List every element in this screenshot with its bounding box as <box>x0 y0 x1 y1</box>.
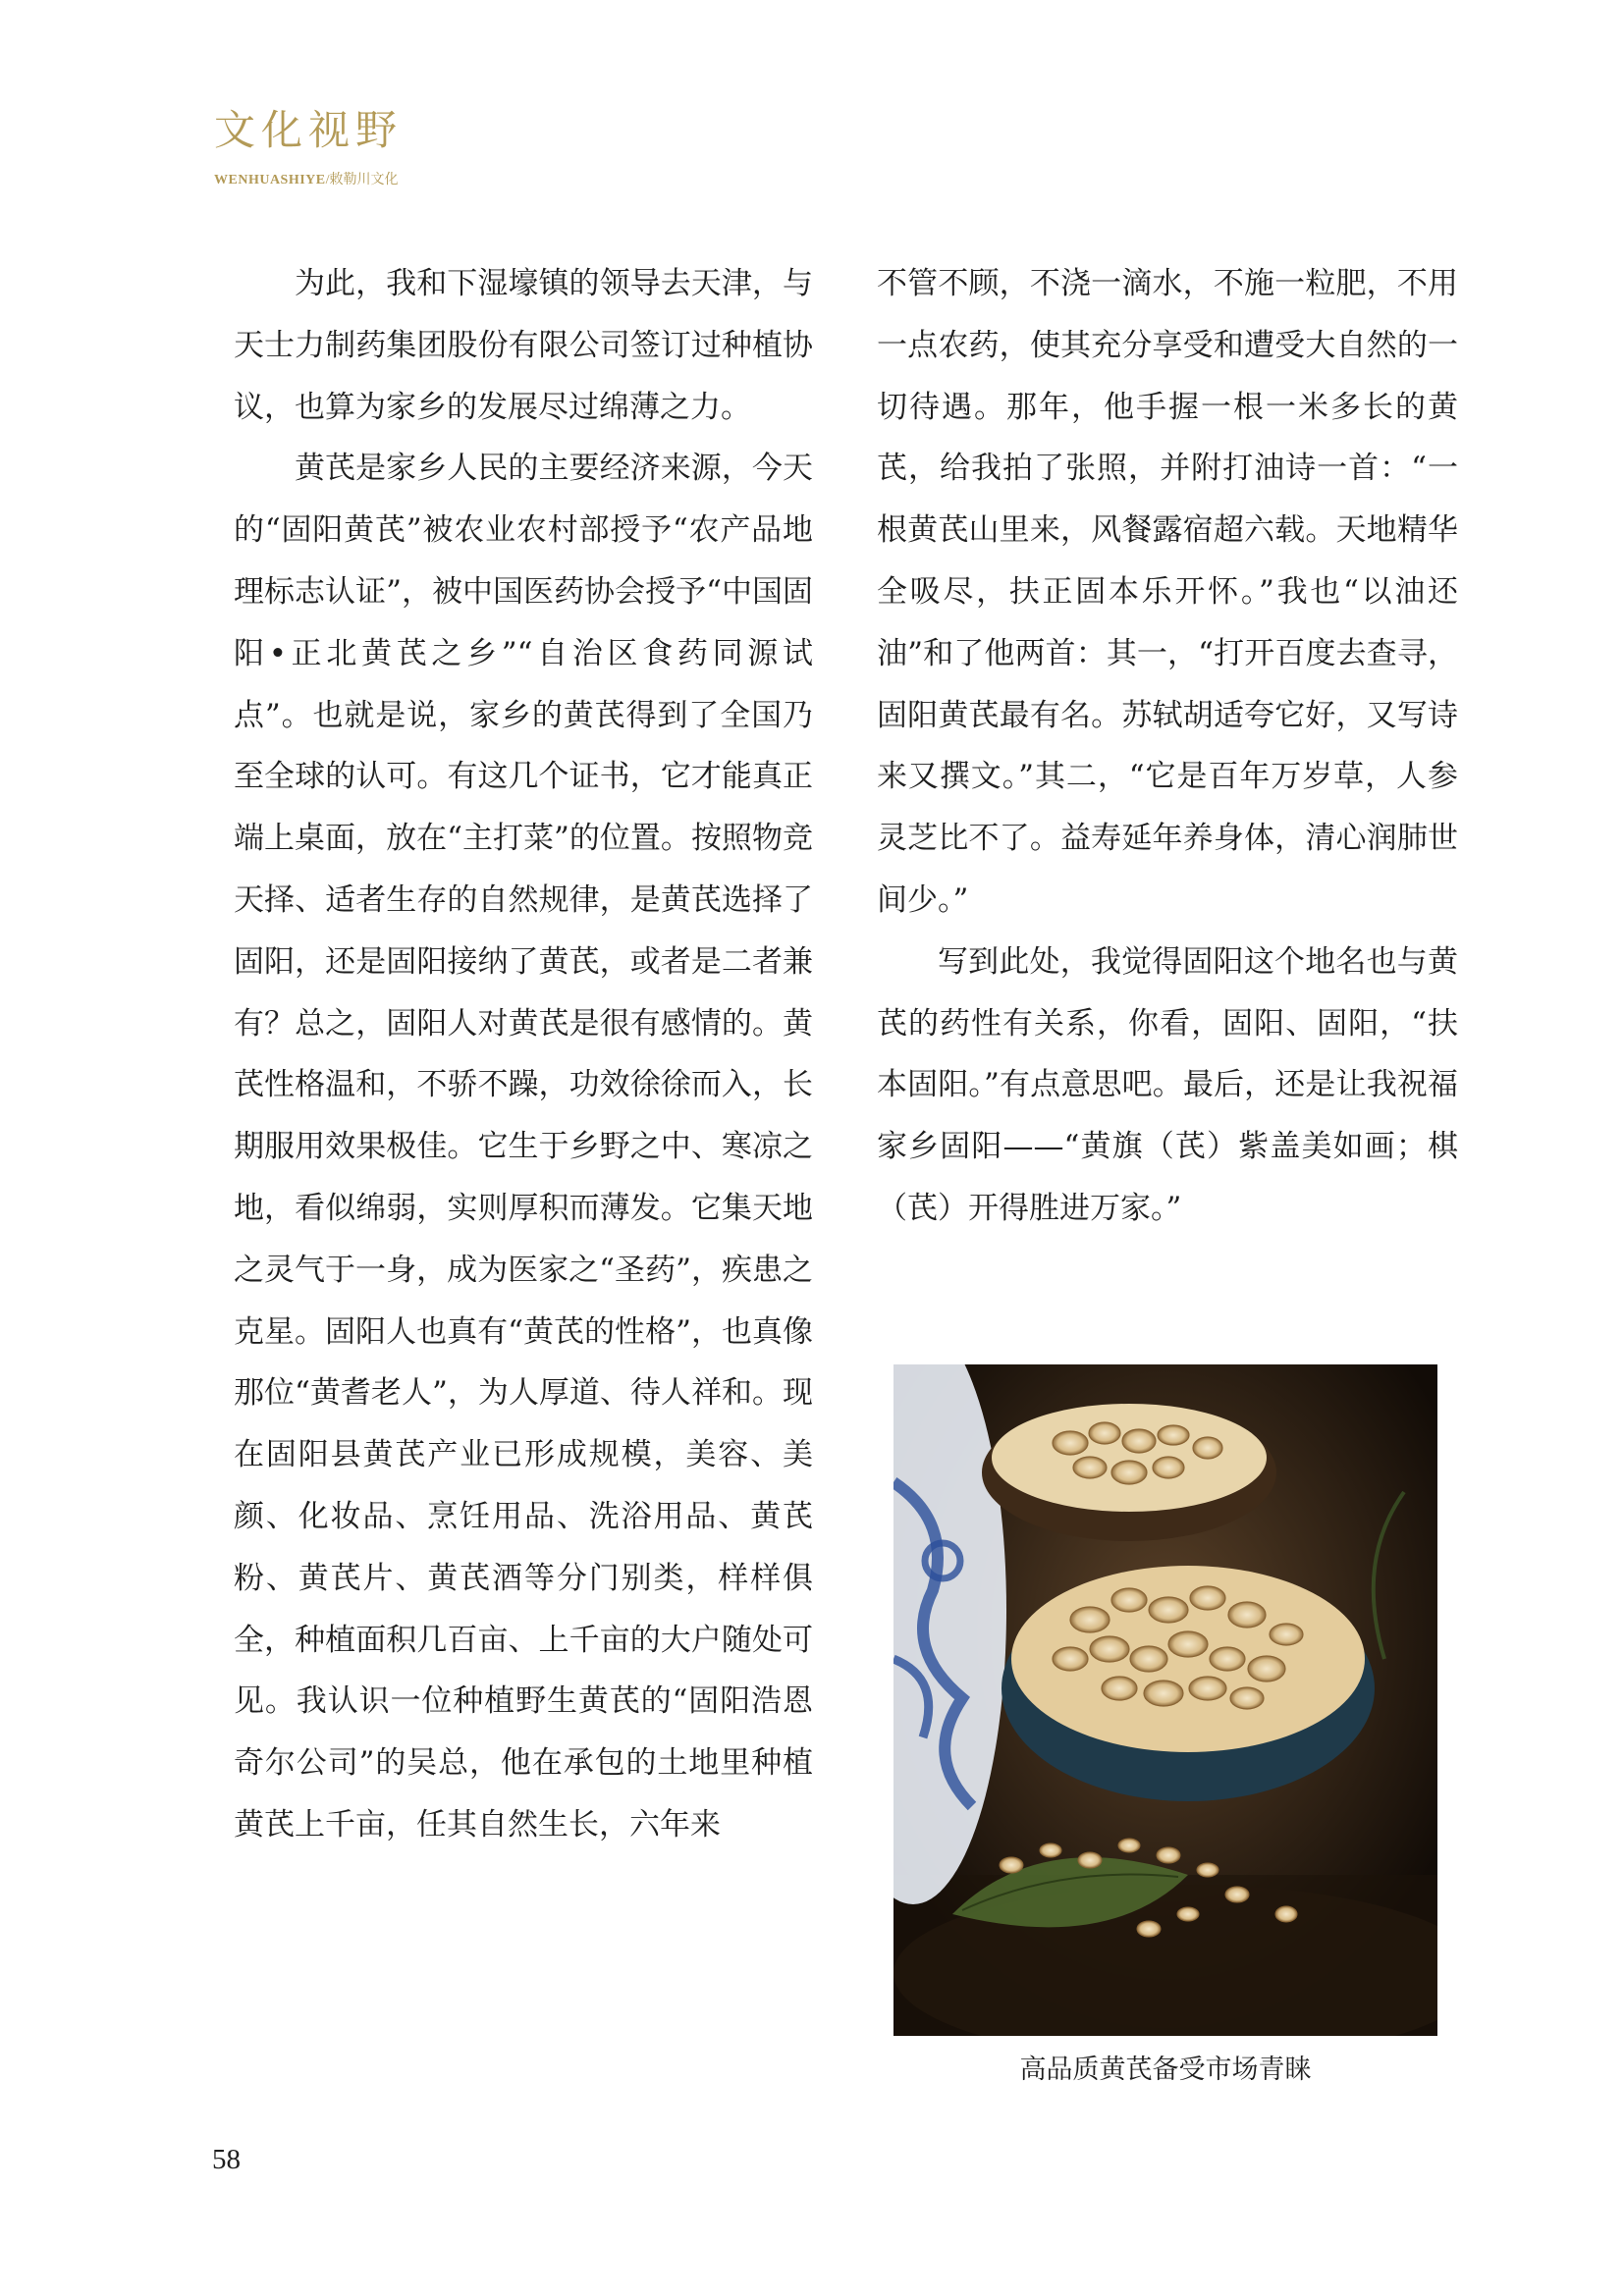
paragraph: 黄芪是家乡人民的主要经济来源，今天的“固阳黄芪”被农业农村部授予“农产品地理标志认证”，被中国医药协会授予“中国固阳•正北黄芪之乡”“自治区食药同源试点”。也就是说，家乡的黄芪得到了全国乃至全球的认可。有这几个证书，它才能真正端上桌面，放在“主打菜”的位置。按照物竞天择、适者生存的自然规律，是黄芪选择了固阳，还是固阳接纳了黄芪，或者是二者兼有？总之，固阳人对黄芪是很有感情的。黄芪性格温和，不骄不躁，功效徐徐而入，长期服用效果极佳。它生于乡野之中、寒凉之地，看似绵弱，实则厚积而薄发。它集天地之灵气于一身，成为医家之“圣药”，疾患之克星。固阳人也真有“黄芪的性格”，也真像那位“黄耆老人”，为人厚道、待人祥和。现在固阳县黄芪产业已形成规模，美容、美颜、化妆品、烹饪用品、洗浴用品、黄芪粉、黄芪片、黄芪酒等分门别类，样样俱全，种植面积几百亩、上千亩的大户随处可见。我认识一位种植野生黄芪的“固阳浩恩奇尔公司”的吴总，他在承包的土地里种植黄芪上千亩，任其自然生长，六年来 <box>234 451 813 1842</box>
astragalus-photo-illustration <box>893 1364 1437 2036</box>
section-subtitle-cn: /敕勒川文化 <box>325 173 399 187</box>
paragraph: 为此，我和下湿壕镇的领导去天津，与天士力制药集团股份有限公司签订过种植协议，也算为家乡的发展尽过绵薄之力。 <box>234 266 813 425</box>
article-column-left <box>234 253 813 1856</box>
section-title: 文化视野 <box>214 106 404 154</box>
section-subtitle <box>214 169 403 188</box>
paragraph: 写到此处，我觉得固阳这个地名也与黄芪的药性有关系，你看，固阳、固阳，“扶本固阳。”有点意思吧。最后，还是让我祝福家乡固阳——“黄旗（芪）紫盖美如画；棋（芪）开得胜进万家。” <box>877 943 1458 1226</box>
section-subtitle-en: WENHUASHIYE <box>214 173 326 187</box>
section-header <box>214 106 404 188</box>
article-column-right <box>877 253 1458 1240</box>
page-number: 58 <box>212 2144 241 2175</box>
paragraph-continued: 不管不顾，不浇一滴水，不施一粒肥，不用一点农药，使其充分享受和遭受大自然的一切待遇。那年，他手握一根一米多长的黄芪，给我拍了张照，并附打油诗一首：“一根黄芪山里来，风餐露宿超六载。天地精华全吸尽，扶正固本乐开怀。”我也“以油还油”和了他两首：其一，“打开百度去查寻，固阳黄芪最有名。苏轼胡适夸它好，又写诗来又撰文。”其二，“它是百年万岁草，人参灵芝比不了。益寿延年养身体，清心润肺世间少。” <box>877 266 1458 918</box>
photo-caption: 高品质黄芪备受市场青睐 <box>1019 2055 1312 2085</box>
astragalus-photo <box>893 1364 1437 2036</box>
